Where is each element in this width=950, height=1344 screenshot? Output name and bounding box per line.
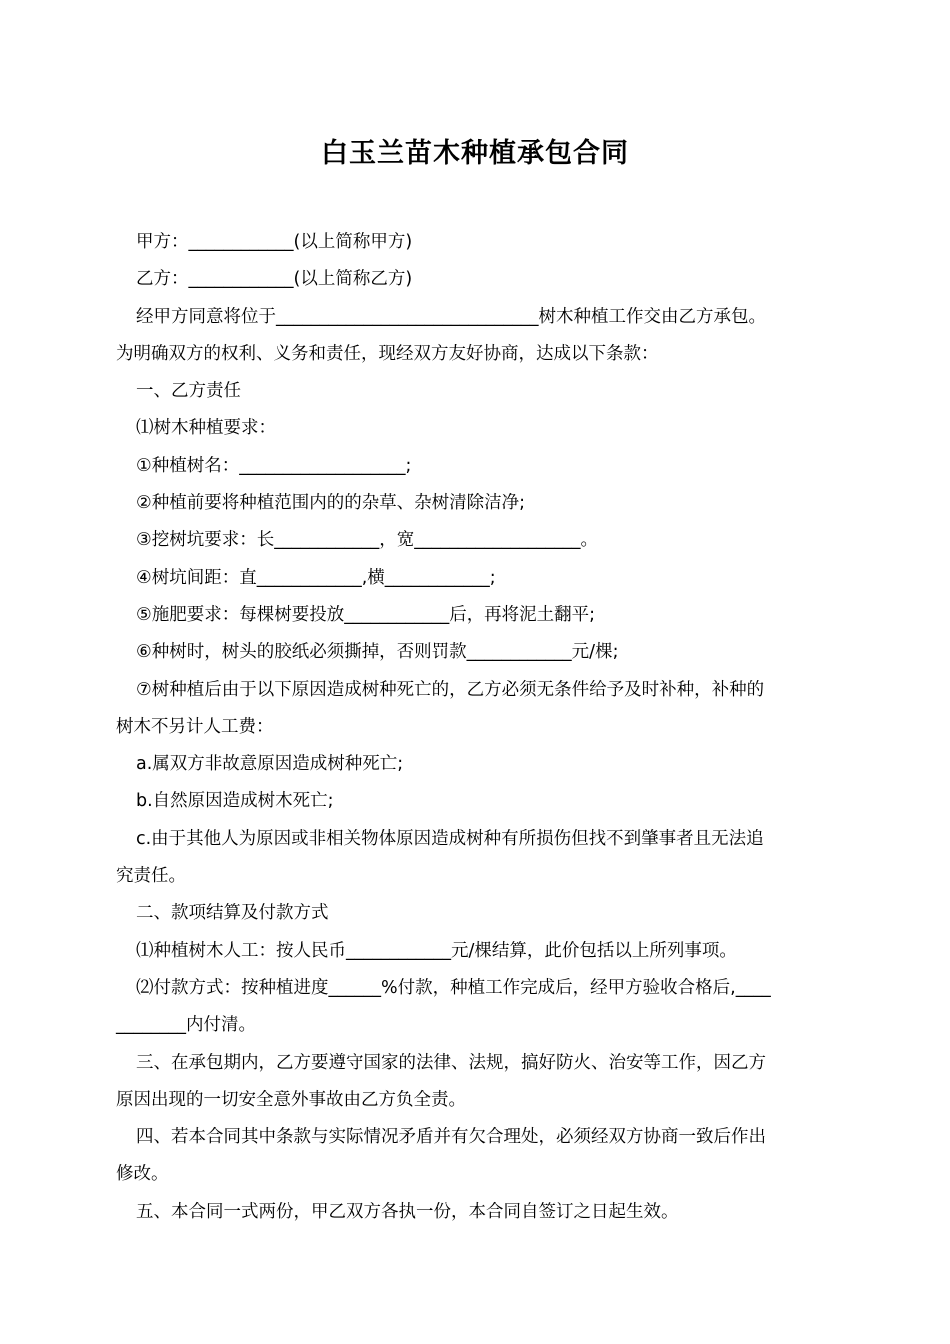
document-title: 白玉兰苗木种植承包合同 [321, 138, 629, 169]
section-4-line-2: 修改。 [116, 1164, 169, 1185]
section-1-title: 一、乙方责任 [136, 381, 241, 402]
section-4-line-1: 四、若本合同其中条款与实际情况矛盾并有欠合理处，必须经双方协商一致后作出 [136, 1127, 766, 1148]
intro-line-2: 为明确双方的权利、义务和责任，现经双方友好协商，达成以下条款： [116, 343, 659, 364]
requirement-item-2: ②种植前要将种植范围内的的杂草、杂树清除洁净; [136, 493, 526, 514]
section-3-line-1: 三、在承包期内，乙方要遵守国家的法律、法规，搞好防火、治安等工作，因乙方 [136, 1052, 766, 1073]
payment-item-2-line-2: ________内付清。 [116, 1015, 256, 1036]
section-2-title: 二、款项结算及付款方式 [136, 903, 329, 924]
party-b-line: 乙方：____________(以上简称乙方) [136, 269, 413, 290]
document-body [116, 224, 836, 1231]
requirement-item-7c-line-1: c.由于其他人为原因或非相关物体原因造成树种有所损伤但找不到肇事者且无法追 [136, 828, 764, 849]
section-5: 五、本合同一式两份，甲乙双方各执一份，本合同自签订之日起生效。 [136, 1201, 679, 1222]
payment-item-1: ⑴种植树木人工：按人民币____________元/棵结算，此价包括以上所列事项。 [136, 940, 737, 961]
requirement-item-6: ⑥种树时，树头的胶纸必须撕掉，否则罚款____________元/棵; [136, 642, 619, 663]
section-3-line-2: 原因出现的一切安全意外事故由乙方负全责。 [116, 1089, 466, 1110]
payment-item-2-line-1: ⑵付款方式：按种植进度______%付款，种植工作完成后，经甲方验收合格后,____ [136, 977, 771, 998]
requirement-item-1: ①种植树名：___________________; [136, 455, 412, 476]
requirement-item-7-line-1: ⑦树种植后由于以下原因造成树种死亡的，乙方必须无条件给予及时补种，补种的 [136, 679, 765, 700]
section-1-requirements-title: ⑴树木种植要求： [136, 418, 276, 439]
party-a-line: 甲方：____________(以上简称甲方) [136, 232, 413, 252]
intro-line-1: 经甲方同意将位于______________________________树木种植工作交由乙方承包。 [136, 306, 766, 327]
requirement-item-7b: b.自然原因造成树木死亡; [136, 791, 334, 812]
requirement-item-4: ④树坑间距：直____________,横____________; [136, 567, 496, 588]
requirement-item-7a: a.属双方非故意原因造成树种死亡; [136, 754, 404, 775]
requirement-item-7c-line-2: 究责任。 [116, 866, 186, 887]
requirement-item-5: ⑤施肥要求：每棵树要投放____________后，再将泥土翻平; [136, 604, 596, 625]
requirement-item-3: ③挖树坑要求：长____________，宽___________________。 [136, 530, 598, 551]
requirement-item-7-line-2: 树木不另计人工费： [116, 716, 274, 737]
